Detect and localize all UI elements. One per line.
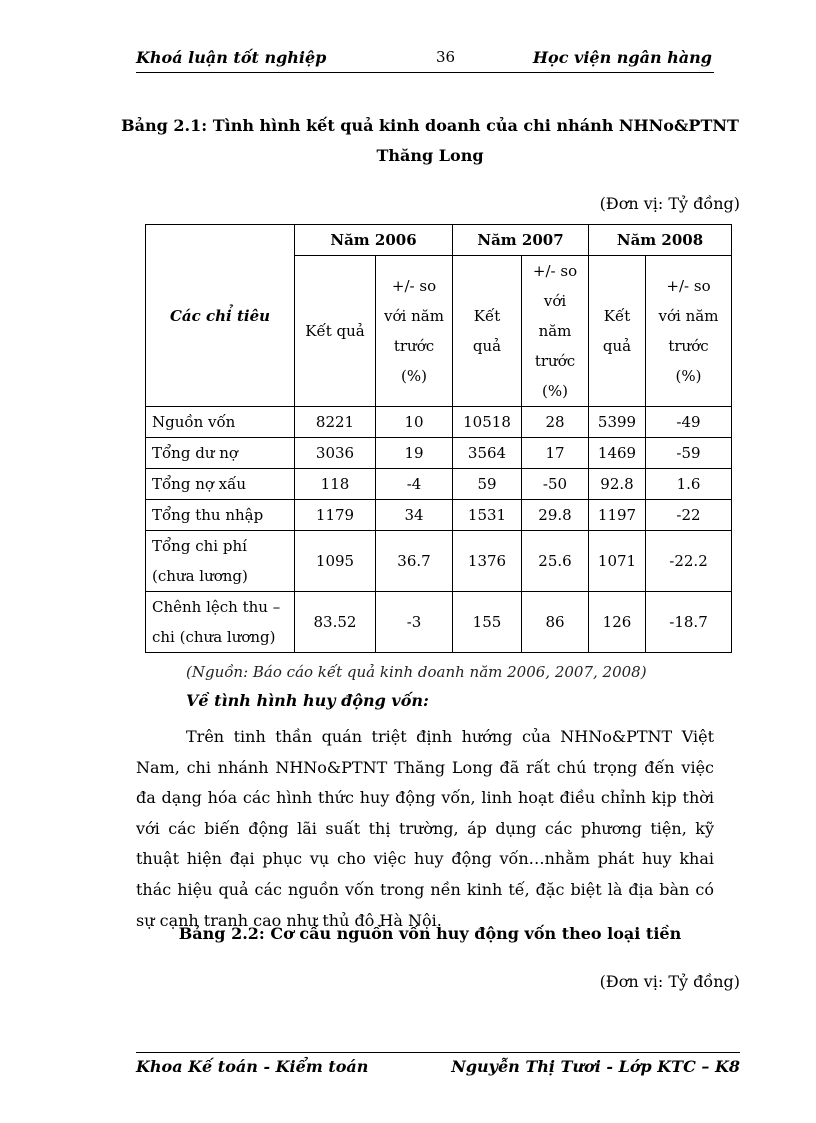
- change-header-line: (%): [542, 382, 568, 400]
- row-label-line: Nguồn vốn: [152, 413, 236, 431]
- table-cell: -4: [376, 469, 453, 500]
- table-cell: 17: [522, 438, 589, 469]
- table1-title-line2: Thăng Long: [376, 146, 484, 165]
- table-row: [146, 438, 732, 469]
- table-cell: -3: [376, 592, 453, 653]
- row-label: [146, 500, 295, 531]
- change-header-2008: [646, 256, 732, 407]
- table1-title-line1: Bảng 2.1: Tình hình kết quả kinh doanh của chi nhánh NHNo&PTNT: [121, 116, 739, 135]
- table-cell: 3564: [453, 438, 522, 469]
- table-cell: 1.6: [646, 469, 732, 500]
- table-cell: 1095: [295, 531, 376, 592]
- table-row: [146, 592, 732, 653]
- table-cell: 36.7: [376, 531, 453, 592]
- table-cell: -22.2: [646, 531, 732, 592]
- change-header-line: trước: [534, 352, 576, 370]
- table-cell: -22: [646, 500, 732, 531]
- row-label: [146, 438, 295, 469]
- result-header-line: quả: [472, 337, 502, 355]
- footer-left: Khoa Kế toán - Kiểm toán: [136, 1057, 369, 1076]
- header-right: Học viện ngân hàng: [532, 48, 712, 67]
- change-header-line: trước: [393, 337, 435, 355]
- header-left: Khoá luận tốt nghiệp: [136, 48, 327, 67]
- change-header-line: (%): [401, 367, 427, 385]
- row-label-line: Tổng chi phí: [152, 537, 247, 555]
- row-label: [146, 407, 295, 438]
- table-cell: -59: [646, 438, 732, 469]
- table-cell: 1179: [295, 500, 376, 531]
- table-cell: 1376: [453, 531, 522, 592]
- result-header-2007: [453, 256, 522, 407]
- year-2006-header: Năm 2006: [295, 225, 453, 256]
- year-2008-header: Năm 2008: [589, 225, 732, 256]
- row-label-line: Tổng dư nợ: [152, 444, 238, 462]
- row-label-line: Chênh lệch thu –: [152, 598, 281, 616]
- table-cell: -50: [522, 469, 589, 500]
- table-cell: 1531: [453, 500, 522, 531]
- table-row: [146, 469, 732, 500]
- footer-right: Nguyễn Thị Tươi - Lớp KTC – K8: [451, 1057, 740, 1076]
- row-label-line: chi (chưa lương): [152, 628, 276, 646]
- result-header-line: quả: [602, 337, 632, 355]
- table-cell: 29.8: [522, 500, 589, 531]
- change-header-line: trước: [668, 337, 709, 355]
- table-cell: 86: [522, 592, 589, 653]
- table-cell: -18.7: [646, 592, 732, 653]
- table-cell: 1197: [589, 500, 646, 531]
- table-cell: -49: [646, 407, 732, 438]
- year-2007-header: Năm 2007: [453, 225, 589, 256]
- table-row: [146, 531, 732, 592]
- table-cell: 10518: [453, 407, 522, 438]
- table2-unit: (Đơn vị: Tỷ đồng): [599, 972, 740, 991]
- change-header-line: với năm: [658, 307, 719, 325]
- row-label-line: (chưa lương): [152, 567, 248, 585]
- table1-source: (Nguồn: Báo cáo kết quả kinh doanh năm 2006, 2007, 2008): [186, 663, 647, 681]
- table-cell: 5399: [589, 407, 646, 438]
- change-header-line: +/- so: [666, 277, 711, 295]
- table-cell: 19: [376, 438, 453, 469]
- row-label: [146, 531, 295, 592]
- table-row: [146, 500, 732, 531]
- change-header-2007: [522, 256, 589, 407]
- result-header-line: Kết: [473, 307, 501, 325]
- section-paragraph: Trên tinh thần quán triệt định hướng của NHNo&PTNT Việt Nam, chi nhánh NHNo&PTNT Thăng Long đã rất chú trọng đến việc đa dạng hóa các hình thức huy động vốn, linh hoạt điều chỉnh kịp thời với các biến động lãi suất thị trường, áp dụng các phương tiện, kỹ thuật hiện đại phục vụ cho việc huy động vốn…nhằm phát huy khai thác hiệu quả các nguồn vốn trong nền kinh tế, đặc biệt là địa bàn có sự cạnh tranh cao như thủ đô Hà Nội.: [136, 727, 714, 930]
- results-table: [145, 224, 732, 653]
- table-cell: 155: [453, 592, 522, 653]
- row-label-line: Tổng nợ xấu: [152, 475, 246, 493]
- table-cell: 92.8: [589, 469, 646, 500]
- table-cell: 126: [589, 592, 646, 653]
- table-cell: 59: [453, 469, 522, 500]
- table-cell: 28: [522, 407, 589, 438]
- page-number: 36: [436, 48, 456, 66]
- change-header-line: +/- so: [532, 262, 578, 280]
- page-footer: [136, 1052, 740, 1083]
- table-cell: 118: [295, 469, 376, 500]
- table1-unit: (Đơn vị: Tỷ đồng): [599, 194, 740, 213]
- change-header-line: với năm: [384, 307, 444, 325]
- result-header-line: Kết: [603, 307, 631, 325]
- table-cell: 3036: [295, 438, 376, 469]
- change-header-line: +/- so: [391, 277, 437, 295]
- change-header-line: với: [543, 292, 567, 310]
- indicator-header: Các chỉ tiêu: [146, 225, 295, 407]
- table-row: [146, 407, 732, 438]
- change-header-2006: [376, 256, 453, 407]
- row-label: [146, 592, 295, 653]
- table-cell: 8221: [295, 407, 376, 438]
- result-header-2008: [589, 256, 646, 407]
- table-cell: 83.52: [295, 592, 376, 653]
- change-header-line: (%): [675, 367, 702, 385]
- table-cell: 25.6: [522, 531, 589, 592]
- table-cell: 10: [376, 407, 453, 438]
- table-cell: 34: [376, 500, 453, 531]
- table-cell: 1071: [589, 531, 646, 592]
- section-heading: Về tình hình huy động vốn:: [186, 691, 429, 710]
- row-label: [146, 469, 295, 500]
- page-header: [136, 46, 714, 73]
- result-header-2006: Kết quả: [295, 256, 376, 407]
- row-label-line: Tổng thu nhập: [152, 506, 264, 524]
- table-cell: 1469: [589, 438, 646, 469]
- table2-title: Bảng 2.2: Cơ cấu nguồn vốn huy động vốn theo loại tiền: [178, 924, 682, 943]
- change-header-line: năm: [538, 322, 572, 340]
